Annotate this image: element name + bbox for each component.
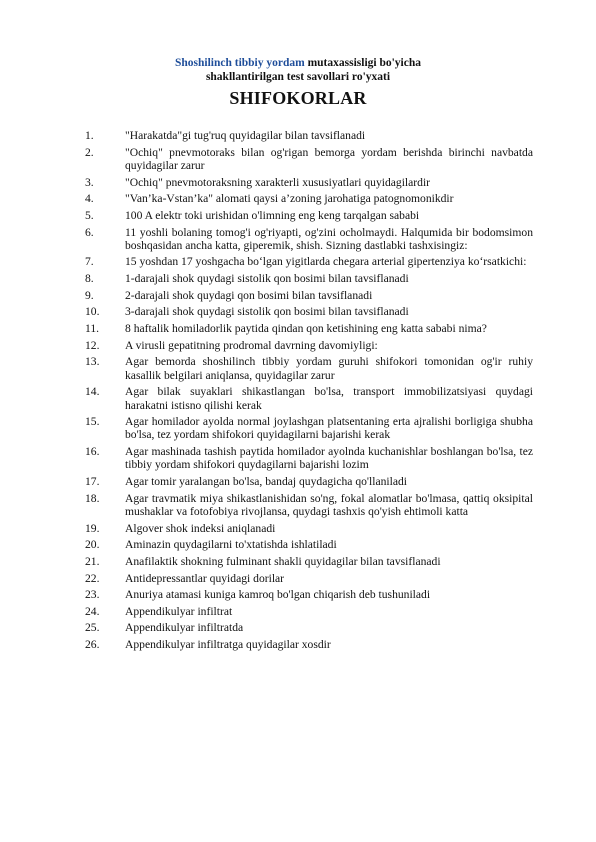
question-text: 1-darajali shok quydagi sistolik qon bosimi bilan tavsiflanadi	[125, 272, 409, 286]
question-number: 4.	[85, 192, 94, 206]
question-number: 17.	[85, 475, 100, 489]
question-text: "Ochiq" pnevmotoraksning xarakterli xususiyatlari quyidagilardir	[125, 175, 431, 189]
question-text: "Van’ka-Vstan’ka" alomati qaysi a’zoning jarohatiga patognomonikdir	[125, 192, 454, 206]
question-text: Appendikulyar infiltrat	[125, 604, 233, 618]
question-number: 20.	[85, 538, 100, 552]
question-number: 24.	[85, 604, 100, 618]
question-text: Agar tomir yaralangan bo'lsa, bandaj quydagicha qo'llaniladi	[125, 475, 408, 489]
question-text: 100 A elektr toki urishidan o'limning eng keng tarqalgan sababi	[125, 208, 420, 222]
question-item	[85, 146, 533, 173]
question-text: 2-darajali shok quydagi qon bosimi bilan tavsiflanadi	[125, 288, 373, 302]
question-list	[85, 129, 533, 655]
question-item	[85, 445, 533, 472]
question-number: 16.	[85, 445, 100, 459]
question-item	[85, 385, 533, 412]
question-text: Agar mashinada tashish paytida homilador ayolnda kuchanishlar boshlangan bo'lsa, tez tibbiy yordam shifokori quydagilarni bajarishi lozim	[125, 445, 533, 472]
question-item	[85, 176, 533, 189]
question-item	[85, 621, 533, 634]
question-item	[85, 272, 533, 285]
question-number: 22.	[85, 571, 100, 585]
question-text: 3-darajali shok quydagi sistolik qon bosimi bilan tavsiflanadi	[125, 305, 409, 319]
question-text: "Harakatda"gi tug'ruq quyidagilar bilan tavsiflanadi	[125, 129, 366, 142]
question-number: 18.	[85, 491, 100, 505]
question-number: 5.	[85, 208, 94, 222]
question-text: 8 haftalik homiladorlik paytida qindan qon ketishining eng katta sababi nima?	[125, 322, 487, 335]
question-item	[85, 588, 533, 601]
question-item	[85, 129, 533, 142]
question-item	[85, 475, 533, 488]
question-number: 25.	[85, 621, 100, 635]
question-item	[85, 305, 533, 318]
question-item	[85, 322, 533, 335]
question-item	[85, 572, 533, 585]
question-item	[85, 522, 533, 535]
question-text: "Ochiq" pnevmotoraks bilan og'rigan bemorga yordam berishda birinchi navbatda quyidagilar zarur	[125, 145, 533, 172]
question-text: 11 yoshli bolaning tomog'i og'riyapti, og'zini ocholmaydi. Halqumida bir bodomsimon boshqasidan ancha katta, giperemik, shish. Sizning dastlabki tashxisingiz:	[125, 225, 533, 252]
question-item	[85, 555, 533, 568]
question-number: 26.	[85, 638, 100, 652]
question-item	[85, 289, 533, 302]
question-number: 3.	[85, 175, 94, 189]
question-text: Agar homilador ayolda normal joylashgan platsentaning erta ajralishi borligiga shubha bo'lsa, tez yordam shifokori quyidagilarni bajarishi kerak	[125, 415, 533, 442]
question-item	[85, 538, 533, 551]
question-text: Appendikulyar infiltratda	[125, 621, 244, 635]
question-text: Appendikulyar infiltratga quyidagilar xosdir	[125, 638, 331, 652]
question-item	[85, 638, 533, 651]
question-number: 12.	[85, 338, 100, 352]
question-number: 8.	[85, 272, 94, 286]
question-item	[85, 605, 533, 618]
question-number: 2.	[85, 145, 94, 159]
question-number: 9.	[85, 288, 94, 302]
question-number: 23.	[85, 588, 100, 602]
document-heading: SHIFOKORLAR	[229, 88, 367, 108]
question-text: Antidepressantlar quyidagi dorilar	[125, 571, 285, 585]
question-number: 15.	[85, 415, 100, 429]
question-number: 10.	[85, 305, 100, 319]
question-number: 21.	[85, 554, 100, 568]
question-item	[85, 355, 533, 382]
question-item	[85, 192, 533, 205]
question-item	[85, 492, 533, 519]
question-text: A virusli gepatitning prodromal davrning davomiyligi:	[125, 338, 378, 352]
document-subtitle: shakllantirilgan test savollari ro'yxati	[205, 71, 391, 83]
title-rest: mutaxassisligi bo'yicha	[304, 57, 422, 69]
question-number: 1.	[85, 129, 94, 142]
question-item	[85, 415, 533, 442]
question-number: 11.	[85, 322, 100, 335]
title-accent: Shoshilinch tibbiy yordam	[174, 57, 305, 69]
question-text: Agar bemorda shoshilinch tibbiy yordam guruhi shifokori tomonidan og'ir ruhiy kasallik belgilari aniqlansa, quyidagilar zarur	[125, 355, 533, 382]
document-title	[0, 56, 596, 70]
question-text: Aminazin quydagilarni to'xtatishda ishlatiladi	[125, 538, 337, 552]
question-text: Agar bilak suyaklari shikastlangan bo'lsa, transport immobilizatsiyasi quydagi harakatni istisno qilishi kerak	[125, 385, 533, 412]
question-number: 6.	[85, 225, 94, 239]
question-text: 15 yoshdan 17 yoshgacha bo‘lgan yigitlarda chegara arterial gipertenziya ko‘rsatkichi:	[125, 255, 527, 269]
question-item	[85, 226, 533, 253]
question-text: Agar travmatik miya shikastlanishidan so'ng, fokal alomatlar bo'lmasa, qattiq oksipital mushaklar va fotofobiya rivojlansa, quydagi tashxis qo'yish ehtimoli katta	[125, 491, 533, 518]
question-number: 7.	[85, 255, 94, 269]
question-number: 14.	[85, 385, 100, 399]
question-item	[85, 339, 533, 352]
question-number: 19.	[85, 521, 100, 535]
question-text: Anafilaktik shokning fulminant shakli quyidagilar bilan tavsiflanadi	[125, 554, 441, 568]
document-header	[0, 56, 596, 109]
question-text: Anuriya atamasi kuniga kamroq bo'lgan chiqarish deb tushuniladi	[125, 588, 431, 602]
question-text: Algover shok indeksi aniqlanadi	[125, 521, 276, 535]
question-item	[85, 255, 533, 268]
question-number: 13.	[85, 355, 100, 369]
question-item	[85, 209, 533, 222]
